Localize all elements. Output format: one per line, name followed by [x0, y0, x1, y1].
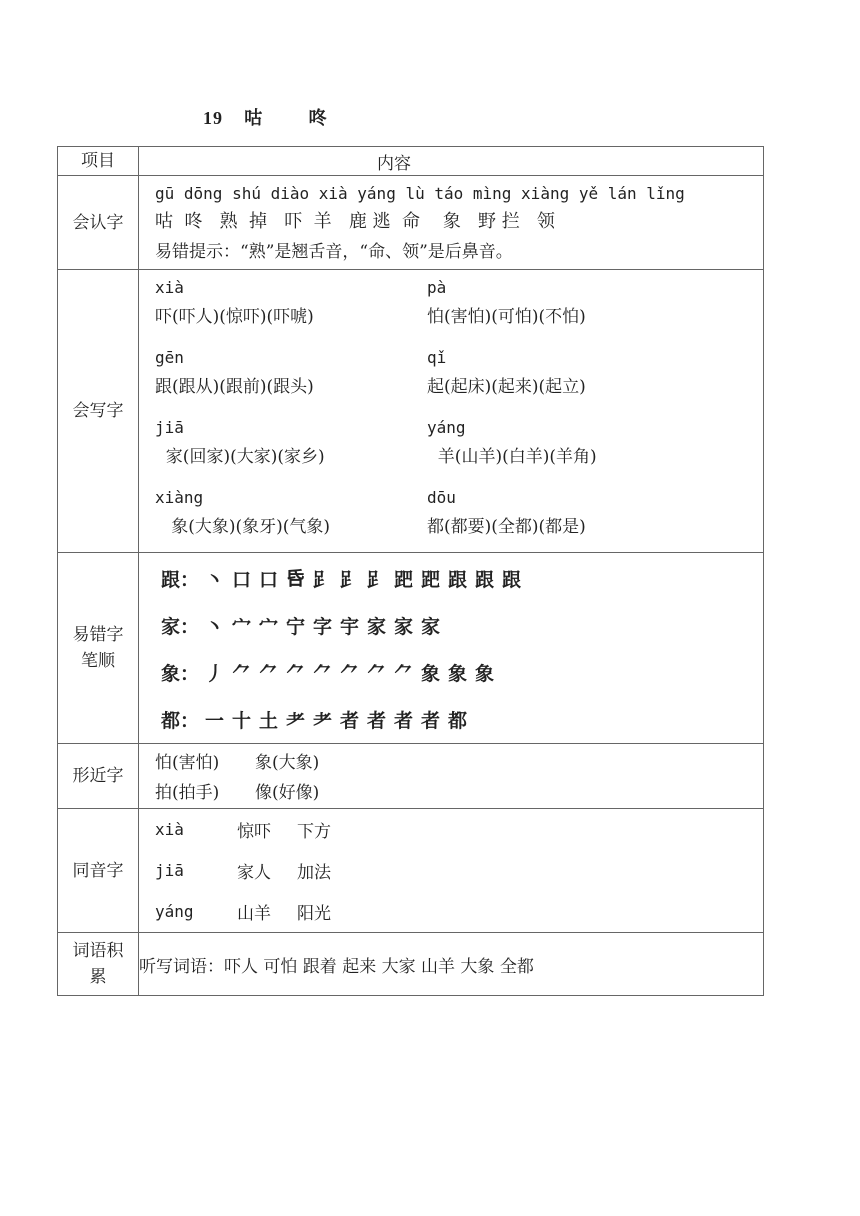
- stroke-step: 丶: [204, 569, 224, 591]
- stroke-step: 家: [366, 616, 386, 638]
- stroke-step: 字: [312, 616, 332, 638]
- stroke-step: 丶: [204, 616, 224, 638]
- vocab-label-text: 词语积累: [72, 941, 124, 987]
- similar-pair: [155, 778, 763, 808]
- lesson-title-char-2: 咚: [308, 108, 328, 129]
- stroke-order-image: [139, 553, 763, 743]
- homophone-item: [155, 850, 763, 891]
- stroke-order-row: [161, 696, 763, 743]
- write-item: [155, 412, 427, 482]
- stroke-step: 宀: [231, 616, 251, 638]
- vocab-row: [58, 933, 764, 996]
- write-item: [427, 482, 687, 552]
- stroke-step: 跟: [501, 569, 521, 591]
- write-pinyin: jiā: [155, 418, 184, 437]
- stroke-step: ⺈: [258, 663, 278, 685]
- write-words: 吓(吓人)(惊吓)(吓唬): [155, 307, 314, 327]
- write-label: 会写字: [58, 270, 139, 553]
- stroke-step: 象: [420, 663, 440, 685]
- write-words: 起(起床)(起来)(起立): [427, 377, 586, 397]
- homophone-item: [155, 891, 763, 932]
- homophone-word: 家人: [237, 863, 271, 883]
- write-item: [427, 272, 687, 342]
- write-pinyin: gēn: [155, 348, 184, 367]
- write-cell: [139, 270, 764, 553]
- similar-row: [58, 744, 764, 809]
- homophone-word: 阳光: [297, 904, 331, 924]
- recognize-label: 会认字: [58, 176, 139, 270]
- write-item: [155, 342, 427, 412]
- stroke-step: 耂: [285, 710, 305, 732]
- stroke-step: 象: [474, 663, 494, 685]
- recognize-chars: 咕 咚 熟 掉 吓 羊 鹿 逃 命 象 野 拦 领: [155, 211, 555, 232]
- write-pinyin: xiàng: [155, 488, 204, 507]
- write-item: [155, 482, 427, 552]
- write-item: [155, 272, 427, 342]
- stroke-step: 𧾷: [339, 569, 359, 591]
- homophone-row: [58, 809, 764, 933]
- strokes-label-text: 易错字笔顺: [72, 625, 124, 671]
- lesson-title: [203, 104, 328, 130]
- stroke-order-char: 象：: [161, 663, 200, 685]
- strokes-label: [58, 553, 139, 744]
- stroke-order-row: [161, 555, 763, 602]
- stroke-step: 一: [204, 710, 224, 732]
- stroke-step: 𧾷: [312, 569, 332, 591]
- homophone-word: 加法: [297, 863, 331, 883]
- homophone-label: 同音字: [58, 809, 139, 933]
- homophone-cell: [139, 809, 764, 933]
- write-pinyin: pà: [427, 278, 447, 297]
- similar-cell: [139, 744, 764, 809]
- write-row: [58, 270, 764, 553]
- stroke-step: 𧾷: [366, 569, 386, 591]
- write-words: 象(大象)(象牙)(气象): [155, 517, 331, 537]
- recognize-row: [58, 176, 764, 270]
- strokes-row: [58, 553, 764, 744]
- header-item: 项目: [58, 147, 139, 176]
- stroke-step: 者: [420, 710, 440, 732]
- stroke-step: 象: [447, 663, 467, 685]
- homophone-word: 惊吓: [237, 822, 271, 842]
- stroke-step: ⺈: [231, 663, 251, 685]
- stroke-step: 口: [258, 569, 278, 591]
- homophone-pinyin: yáng: [155, 902, 194, 921]
- similar-word: 怕(害怕): [155, 753, 220, 773]
- stroke-step: 跁: [393, 569, 413, 591]
- write-item: [427, 412, 687, 482]
- write-words: 跟(跟从)(跟前)(跟头): [155, 377, 314, 397]
- similar-word: 象(大象): [255, 753, 320, 773]
- homophone-word: 山羊: [237, 904, 271, 924]
- write-item: [427, 342, 687, 412]
- stroke-step: 跟: [474, 569, 494, 591]
- homophone-pinyin: xià: [155, 820, 184, 839]
- write-pinyin: xià: [155, 278, 184, 297]
- stroke-step: ⺈: [366, 663, 386, 685]
- write-pinyin: yáng: [427, 418, 466, 437]
- stroke-step: 耂: [312, 710, 332, 732]
- stroke-order-row: [161, 602, 763, 649]
- stroke-step: 者: [339, 710, 359, 732]
- stroke-step: ⺈: [339, 663, 359, 685]
- stroke-step: 宇: [339, 616, 359, 638]
- stroke-order-char: 都：: [161, 710, 200, 732]
- header-content: 内容: [139, 147, 764, 176]
- write-words: 家(回家)(大家)(家乡): [155, 447, 325, 467]
- similar-word: 像(好像): [255, 783, 320, 803]
- stroke-step: 宁: [285, 616, 305, 638]
- stroke-step: ⺈: [393, 663, 413, 685]
- stroke-step: 家: [420, 616, 440, 638]
- vocab-text: 听写词语：吓人 可怕 跟着 起来 大家 山羊 大象 全都: [139, 933, 764, 996]
- similar-pair: [155, 748, 763, 778]
- table-header-row: [58, 147, 764, 176]
- stroke-step: 土: [258, 710, 278, 732]
- stroke-step: 者: [393, 710, 413, 732]
- stroke-step: 跁: [420, 569, 440, 591]
- stroke-step: ⺈: [285, 663, 305, 685]
- stroke-step: 丿: [204, 663, 224, 685]
- homophone-word: 下方: [297, 822, 331, 842]
- homophone-pinyin: jiā: [155, 861, 184, 880]
- homophone-item: [155, 809, 763, 850]
- stroke-step: 十: [231, 710, 251, 732]
- stroke-order-char: 家：: [161, 616, 200, 638]
- write-words: 羊(山羊)(白羊)(羊角): [427, 447, 597, 467]
- lesson-title-char-1: 咕: [244, 108, 264, 129]
- stroke-step: 口: [231, 569, 251, 591]
- lesson-number: 19: [203, 108, 223, 128]
- stroke-step: 家: [393, 616, 413, 638]
- strokes-cell: [139, 553, 764, 744]
- stroke-step: 都: [447, 710, 467, 732]
- stroke-step: 跟: [447, 569, 467, 591]
- lesson-table: [57, 146, 764, 996]
- write-words: 都(都要)(全都)(都是): [427, 517, 586, 537]
- recognize-tip: 易错提示：“熟”是翘舌音，“命、领”是后鼻音。: [155, 242, 513, 262]
- stroke-step: 宀: [258, 616, 278, 638]
- stroke-step: ⺈: [312, 663, 332, 685]
- recognize-cell: [139, 176, 764, 270]
- vocab-label: [58, 933, 139, 996]
- stroke-order-row: [161, 649, 763, 696]
- stroke-order-char: 跟：: [161, 569, 200, 591]
- stroke-step: 者: [366, 710, 386, 732]
- write-pinyin: qǐ: [427, 348, 447, 367]
- write-words: 怕(害怕)(可怕)(不怕): [427, 307, 586, 327]
- similar-word: 拍(拍手): [155, 783, 220, 803]
- recognize-pinyin: gū dōng shú diào xià yáng lù táo mìng xiàng yě lán lǐng: [155, 184, 685, 203]
- stroke-step: 𠯑: [285, 568, 305, 590]
- write-pinyin: dōu: [427, 488, 456, 507]
- similar-label: 形近字: [58, 744, 139, 809]
